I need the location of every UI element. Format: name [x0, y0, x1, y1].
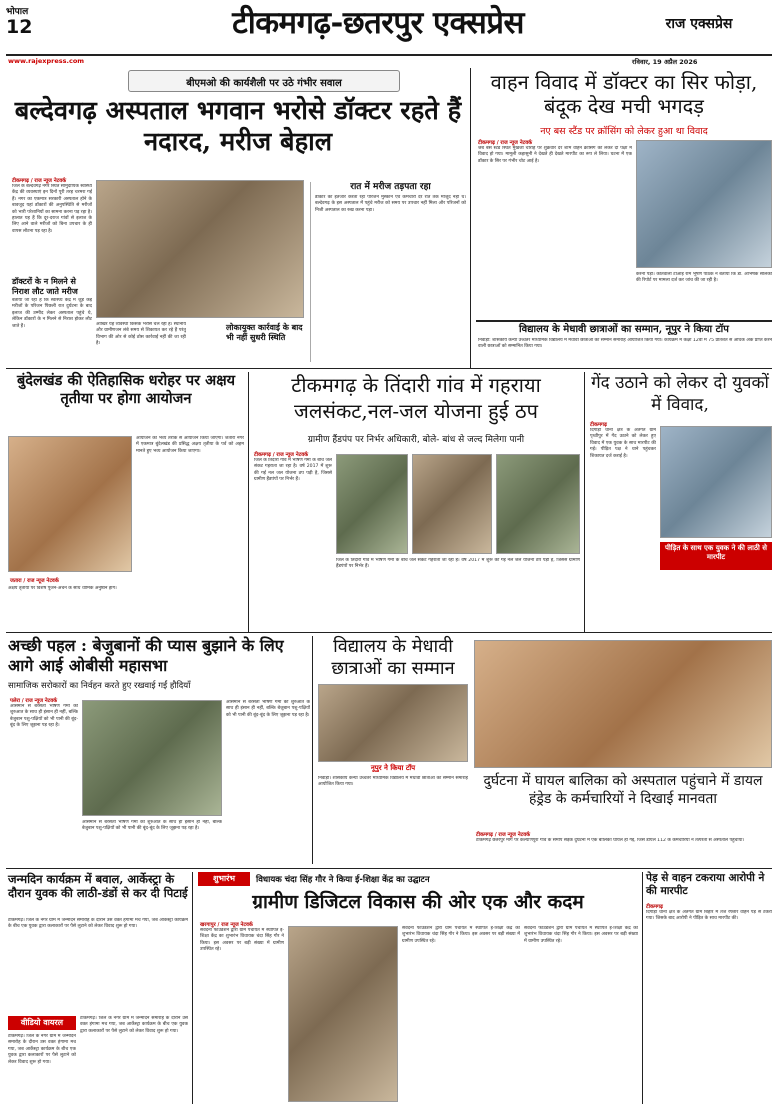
col-divider-2 — [248, 372, 249, 632]
a11-body: संवेदना फाउंडेशन द्वारा ग्राम पंचायत में स्थापित ई-शिक्षा केंद्र का शुभारंभ विधायक चंदा सिंह गौर ने किया। इस अवसर पर बड़ी संख्या में ग्रामीण उपस्थित रहे। — [200, 928, 284, 953]
a11-byline: खरगापुर / राज न्यूज नेटवर्क — [200, 922, 253, 928]
a4-byline: जतारा / राज न्यूज नेटवर्क — [10, 578, 59, 584]
a1-body-col2: आखिर यह व्यवस्था किसके भरोसे चल रही है। स्थानीय और ग्रामीणजन लंबे समय से शिकायत कर रहे हैं परंतु विभाग की ओर से कोई ठोस कार्रवाई नहीं की जा रही है। — [96, 322, 186, 347]
a6-body: दिगौड़ा थाना क्षेत्र के अंतर्गत ग्राम पृथ्वीपुर में गेंद उठाने को लेकर हुए विवाद में एक युवक के साथ मारपीट की गई। पीड़ित पक्ष ने थाने पहुंचकर शिकायत दर्ज कराई है। — [590, 428, 656, 459]
a5-photo-1 — [336, 454, 408, 554]
a8-body: निवाड़ी। शासकीय कन्या उच्चतर माध्यमिक विद्यालय में मेधावी छात्राओं का सम्मान समारोह आयोजित किया गया। — [318, 776, 468, 788]
a1-body-col1b: बताया जा रहा है कि स्वास्थ्य केंद्र में जुड़े कई मरीजों के परिजन पिछली रात दुर्घटना के बाद इलाज की उम्मीद लेकर अस्पताल पहुंचे थे, लेकिन डॉक्टरों के न मिलने से निराश होकर लौट जाते हैं। — [12, 298, 92, 329]
a1-hospital-photo — [96, 180, 304, 318]
a7-body: आसमान से बरसती भीषण गर्मी की शुरुआत के साथ ही इंसान ही नहीं, बल्कि बेजुबान पशु-पक्षियों को भी पानी की बूंद-बूंद के लिए जूझना पड़ रहा है। — [10, 704, 78, 729]
a12-body: दिगौड़ा थाना क्षेत्र के अंतर्गत ग्राम बिहार में तेज रफ्तार वाहन पेड़ से टकरा गया। जिसके बाद आरोपी ने पीड़ित के साथ मारपीट की। — [646, 910, 772, 922]
col-divider-5 — [192, 872, 193, 1104]
a12-byline: टीकमगढ़ — [646, 904, 663, 910]
a11-kicker-tag: शुभारंभ — [198, 872, 250, 886]
a3-headline: विद्यालय के मेधावी छात्राओं का सम्मान, नूपुर ने किया टॉप — [519, 324, 729, 335]
a1-byline: टीकमगढ़ / राज न्यूज नेटवर्क — [12, 178, 67, 184]
a5-photo-3 — [496, 454, 580, 554]
masthead-city-block — [6, 4, 52, 37]
a10-viral-label: वीडियो वायरल — [8, 1016, 76, 1030]
a11-body-3: संवेदना फाउंडेशन द्वारा ग्राम पंचायत में स्थापित ई-शिक्षा केंद्र का शुभारंभ विधायक चंदा सिंह गौर ने किया। इस अवसर पर बड़ी संख्या में ग्रामीण उपस्थित रहे। — [524, 926, 638, 944]
a5-photo-2 — [412, 454, 492, 554]
a1-sidebar-body: डॉक्टर का इंतजार करता रहा परिजन मुस्कान एवं कर्मचारी देर रात तक मौजूद नहीं थे। बल्देवगढ़ के इस अस्पताल में पहुंचे मरीज को समय पर उपचार नहीं मिला और परिजनों को निजी अस्पताल का रुख करना पड़ा। — [315, 195, 466, 213]
a2-body: जब बस स्टैंड स्थित मुखर्जी चौराहे पर शुक्रवार देर शाम वाहन क्रॉसिंग को लेकर दो पक्षों में विवाद हो गया। मामूली कहासुनी ने देखते ही देखते मारपीट का रूप ले लिया। घटना में एक डॉक्टर के सिर पर गंभीर चोट आई है। — [478, 146, 632, 164]
a6-headline: गेंद उठाने को लेकर दो युवकों में विवाद, — [591, 373, 769, 415]
row-divider-1 — [6, 368, 772, 369]
a1-body-col1: जिले के बल्देवगढ़ नगर स्थित सामुदायिक स्वास्थ्य केंद्र की व्यवस्थाएं इन दिनों पूरी तरह चरमरा गई हैं। नगर का एकमात्र सरकारी अस्पताल होने के बावजूद यहां डॉक्टरों की अनुपस्थिति से मरीजों को भारी परेशानियों का सामना करना पड़ रहा है। हालात यह हैं कि दूर-दराज गांवों से इलाज के लिए आने वाले मरीजों को बिना उपचार के ही वापस लौटना पड़ रहा है। — [12, 184, 92, 234]
a8-photo-caption: नूपुर ने किया टॉप — [370, 764, 416, 772]
a3-top-rule — [476, 320, 772, 322]
a9-body: टीकमगढ़ छतरपुर मार्ग पर कल्याणपुरा गांव के समीप सड़क दुर्घटना में एक बालिका घायल हो गई, जिसे डायल 112 के कर्मचारियों ने तत्परता से अस्पताल पहुंचाया। — [476, 838, 745, 843]
a11-kicker: विधायक चंदा सिंह गौर ने किया ई-शिक्षा केंद्र का उद्घाटन — [256, 875, 430, 885]
page-number: 12 — [6, 16, 33, 38]
a4-body: आयोजन का भव्य तरीके से आयोजन किया जाएगा। जतारा नगर में एकमात्र बुंदेलखंड की प्रसिद्ध अक्षय तृतीया के पर्व को अहम मानते हुए भव्य आयोजन किया जाएगा। — [136, 436, 244, 454]
a11-headline: ग्रामीण डिजिटल विकास की ओर एक और कदम — [252, 891, 584, 913]
col-divider-1 — [470, 68, 471, 368]
masthead-rule — [6, 54, 772, 56]
a8-headline: विद्यालय के मेधावी छात्राओं का सम्मान — [331, 636, 455, 679]
a1-headline: बल्देवगढ़ अस्पताल भगवान भरोसे डॉक्टर रहते हैं नदारद, मरीज बेहाल — [14, 96, 462, 157]
issue-date: रविवार, 19 अप्रैल 2026 — [632, 58, 698, 66]
a5-headline: टीकमगढ़ के तिंदारी गांव में गहराया जलसंकट,नल-जल योजना हुई ठप — [291, 373, 541, 423]
a4-body-2: अक्षय तृतीया पर विशेष पूजन-अर्चन के साथ धार्मिक अनुष्ठान होंगे। — [8, 586, 117, 591]
a2-photo-caption: करनी पड़ी। कोतवाली टीआई राम भूषण पाठक ने बताया कि डॉ. अभिषेक सोलंकी की रिपोर्ट पर मामला दर्ज कर जांच की जा रही है। — [636, 272, 772, 284]
a7-body-3: आसमान से बरसती भीषण गर्मी की शुरुआत के साथ ही इंसान ही नहीं, बल्कि बेजुबान पशु-पक्षियों को भी पानी की बूंद-बूंद के लिए जूझना पड़ रहा है। — [82, 820, 222, 832]
a1-subhead-2: लोकायुक्त कार्रवाई के बाद भी नहीं सुधरी स्थिति — [226, 322, 303, 342]
a7-byline: पलेरा / राज न्यूज नेटवर्क — [10, 698, 58, 704]
a8-students-photo — [318, 684, 468, 762]
a11-ceremony-photo — [288, 926, 398, 1102]
a4-fort-photo — [8, 436, 132, 572]
a2-crowd-photo — [636, 140, 772, 268]
a2-byline: टीकमगढ़ / राज न्यूज नेटवर्क — [478, 140, 533, 146]
a5-body: जिले के तिंदारी गांव में भीषण गर्मी के बीच जल संकट गहराता जा रहा है। वर्ष 2017 में शुरू की गई नल जल योजना ठप पड़ी है, जिससे ग्रामीण हैंडपंपों पर निर्भर हैं। — [254, 458, 332, 483]
a10-headline: जन्मदिन कार्यक्रम में बवाल, आर्केस्ट्रा के दौरान युवक की लाठी-डंडों से कर दी पिटाई — [8, 872, 188, 900]
masthead-city: भोपाल — [6, 7, 29, 17]
a1-subhead-1: डॉक्टरों के न मिलने से निराश लौट जाते मरीज — [12, 276, 78, 296]
a5-deck: ग्रामीण हैंडपंप पर निर्भर अधिकारी, बोले- बांध से जल्द मिलेगा पानी — [307, 435, 525, 445]
a5-byline: टीकमगढ़ / राज न्यूज नेटवर्क — [254, 452, 309, 458]
col-divider-6 — [642, 872, 643, 1104]
a9-byline: टीकमगढ़ / राज न्यूज नेटवर्क — [476, 832, 531, 838]
a2-headline: वाहन विवाद में डॉक्टर का सिर फोड़ा, बंदूक देख मची भगदड़ — [490, 70, 758, 118]
a3-body: निवाड़ी: शासकीय कन्या उच्चतर माध्यमिक विद्यालय में मेधावी छात्राओं का सम्मान समारोह आयोजित किया गया। कार्यक्रम में कक्षा 12वीं में 75 प्रतिशत से अधिक अंक प्राप्त करने वाली छात्राओं को सम्मानित किया गया। — [478, 338, 772, 350]
a1-kicker: बीएमओ की कार्यशैली पर उठे गंभीर सवाल — [186, 78, 342, 89]
a6-caption: पीड़ित के साथ एक युवक ने की लाठी से मारपीट — [660, 542, 772, 570]
a12-headline: पेड़ से वाहन टकराया आरोपी ने की मारपीट — [646, 872, 765, 897]
masthead-brand: राज एक्सप्रेस — [665, 16, 733, 32]
col-divider-3 — [584, 372, 585, 632]
masthead-title: टीकमगढ़-छतरपुर एक्सप्रेस — [232, 5, 524, 41]
a11-body-2: संवेदना फाउंडेशन द्वारा ग्राम पंचायत में स्थापित ई-शिक्षा केंद्र का शुभारंभ विधायक चंदा सिंह गौर ने किया। इस अवसर पर बड़ी संख्या में ग्रामीण उपस्थित रहे। — [402, 926, 520, 944]
a2-deck: नए बस स्टैंड पर क्रॉसिंग को लेकर हुआ था विवाद — [540, 126, 708, 137]
a7-headline: अच्छी पहल : बेजुबानों की प्यास बुझाने के लिए आगे आई ओबीसी महासभा — [8, 636, 284, 675]
website-link[interactable]: www.rajexpress.com — [8, 57, 85, 65]
a10-body-2: टीकमगढ़। जिले के नगर ग्राम में जन्मदिन समारोह के दौरान उस वक्त हंगामा मच गया, जब आर्केस्ट्रा कार्यक्रम के बीच एक युवक द्वारा कलाकारों पर पैसे लुटाने को लेकर विवाद शुरू हो गया। — [80, 1016, 188, 1034]
col-divider-4 — [312, 636, 313, 864]
a10-body-3: टीकमगढ़। जिले के नगर ग्राम में जन्मदिन समारोह के दौरान उस वक्त हंगामा मच गया, जब आर्केस्ट्रा कार्यक्रम के बीच एक युवक द्वारा कलाकारों पर पैसे लुटाने को लेकर विवाद शुरू हो गया। — [8, 1034, 76, 1065]
a9-headline: दुर्घटना में घायल बालिका को अस्पताल पहुंचाने में डायल हंड्रेड के कर्मचारियों ने दिखाई मानवता — [483, 773, 763, 807]
a4-headline: बुंदेलखंड की ऐतिहासिक धरोहर पर अक्षय तृतीया पर होगा आयोजन — [16, 372, 236, 407]
a10-body: टीकमगढ़। जिले के नगर ग्राम में जन्मदिन समारोह के दौरान उस वक्त हंगामा मच गया, जब आर्केस्ट्रा कार्यक्रम के बीच एक युवक द्वारा कलाकारों पर पैसे लुटाने को लेकर विवाद शुरू हो गया। — [8, 918, 188, 930]
row-divider-2 — [6, 632, 772, 633]
a6-byline: टीकमगढ़ — [590, 422, 607, 428]
a1-sidebar-title: रात में मरीज तड़पता रहा — [350, 182, 431, 192]
a1-sidebar — [310, 182, 466, 362]
a9-hospital-photo — [474, 640, 772, 768]
a7-water-photo — [82, 700, 222, 816]
row-divider-3 — [6, 868, 772, 869]
a5-body-cont: जिले के तिंदारी गांव में भीषण गर्मी के बीच जल संकट गहराता जा रहा है। वर्ष 2017 में शुरू की गई नल जल योजना ठप पड़ी है, जिससे ग्रामीण हैंडपंपों पर निर्भर हैं। — [336, 558, 580, 570]
a7-body-2: आसमान से बरसती भीषण गर्मी की शुरुआत के साथ ही इंसान ही नहीं, बल्कि बेजुबान पशु-पक्षियों को भी पानी की बूंद-बूंद के लिए जूझना पड़ रहा है। — [226, 700, 310, 718]
a7-deck: सामाजिक सरोकारों का निर्वहन करते हुए रखवाई गईं हौदियाँ — [8, 681, 191, 691]
a6-building-photo — [660, 426, 772, 538]
